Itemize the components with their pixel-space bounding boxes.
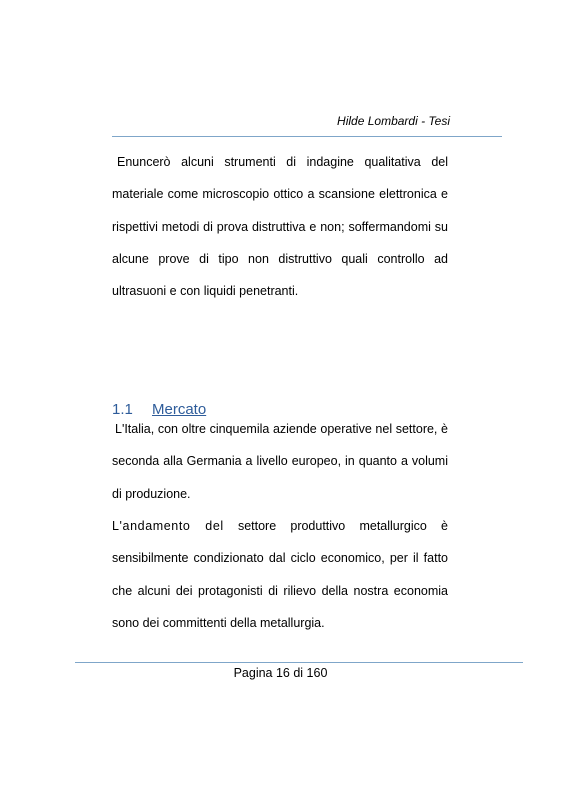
page-header-author: Hilde Lombardi - Tesi <box>337 114 450 128</box>
header-divider <box>112 136 502 137</box>
market-paragraph-1: L'Italia, con oltre cinquemila aziende operative nel settore, è seconda alla Germania a livello europeo, in quanto a volumi di produzione. <box>112 422 448 501</box>
section-number: 1.1 <box>112 401 133 418</box>
footer-divider <box>75 662 523 663</box>
intro-paragraph: Enuncerò alcuni strumenti di indagine qualitativa del materiale come microscopio ottico a scansione elettronica e rispettivi metodi di prova distruttiva e non; soffermandomi su alcune prove di tipo non distruttivo quali controllo ad ultrasuoni e con liquidi penetranti. <box>112 155 448 299</box>
market-paragraph-2 <box>112 510 448 639</box>
market-paragraph-2-lead: L'andamento del <box>112 519 224 533</box>
page-number: Pagina 16 di 160 <box>233 666 328 680</box>
market-paragraph-2-rest: settore produttivo metallurgico è sensibilmente condizionato dal ciclo economico, per il fatto che alcuni dei protagonisti di rilievo della nostra economia sono dei committenti della metallurgia. <box>112 519 448 630</box>
section-title-link[interactable]: Mercato <box>152 401 207 418</box>
